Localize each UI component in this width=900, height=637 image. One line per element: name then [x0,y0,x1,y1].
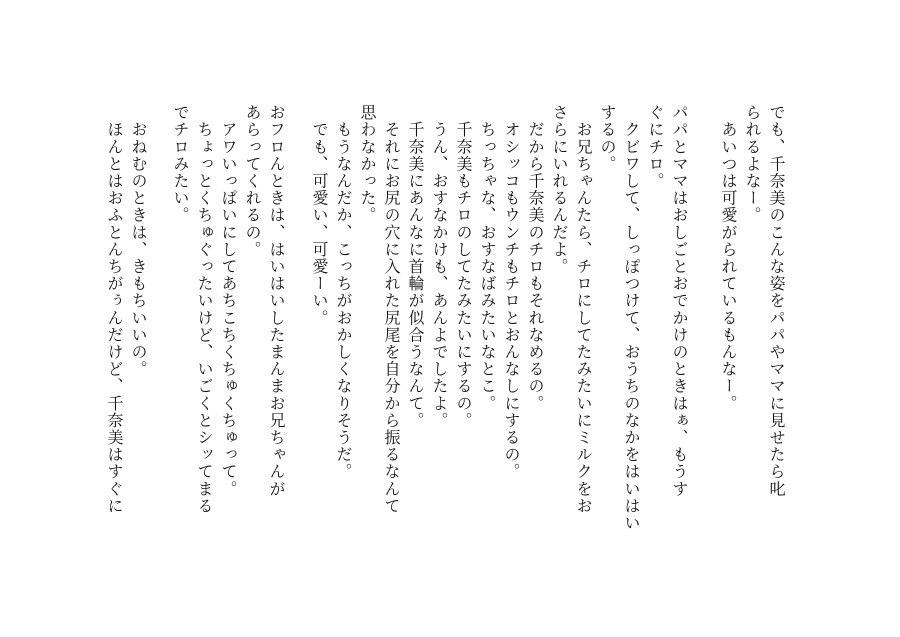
text-line: られるよなー。 [743,104,762,224]
text-line: クビワして、しっぽつけて、おうちのなかをはいはい [622,104,641,532]
text-line: おフロんときは、はいはいしたまんまお兄ちゃんが [267,104,286,498]
text-line: ほんとはおふとんちがぅんだけど、千奈美はすぐに [105,104,124,515]
text-line: 思わなかった。 [358,104,377,224]
text-line: でチロみたい。 [171,104,190,224]
text-line: あらってくれるの。 [243,104,262,258]
text-line: お兄ちゃんたら、チロにしてたみたいにミルクをお [574,104,593,515]
text-line: ちっちゃな、おすなばみたいなとこ。 [478,104,497,412]
text-line: パパとママはおしごとおでかけのときはぁ、もうす [670,104,689,498]
text-line: でも、千奈美のこんな姿をパパやママに見せたら叱 [767,104,786,498]
text-line: おねむのときは、きもちいいの。 [129,104,148,378]
text-line: アワいっぱいにしてあちこちくちゅくちゅって。 [219,104,238,498]
text-line: さらにいれるんだよ。 [550,104,569,275]
text-line: ちょっとくちゅぐったいけど、いごくとシッてまる [195,104,214,515]
text-line: するの。 [598,104,617,173]
text-line: オシッコもウンチもチロとおんなしにするの。 [502,104,521,481]
text-line: うん、おすなかけも、あんよでしたよ。 [430,104,449,429]
text-line: あいつは可愛がられているもんなー。 [719,104,738,412]
text-line: でも、可愛い、可愛ーい。 [310,104,329,327]
text-line: もうなんだか、こっちがおかしくなりそうだ。 [334,104,353,481]
text-line: 千奈美にあんなに首輪が似合うなんて。 [406,104,425,429]
text-line: ぐにチロ。 [646,104,665,190]
text-line: だから千奈美のチロもそれなめるの。 [526,104,545,412]
text-line: 千奈美もチロのしてたみたいにするの。 [454,104,473,429]
text-line: それにお尻の穴に入れた尻尾を自分から振るなんて [382,104,401,515]
